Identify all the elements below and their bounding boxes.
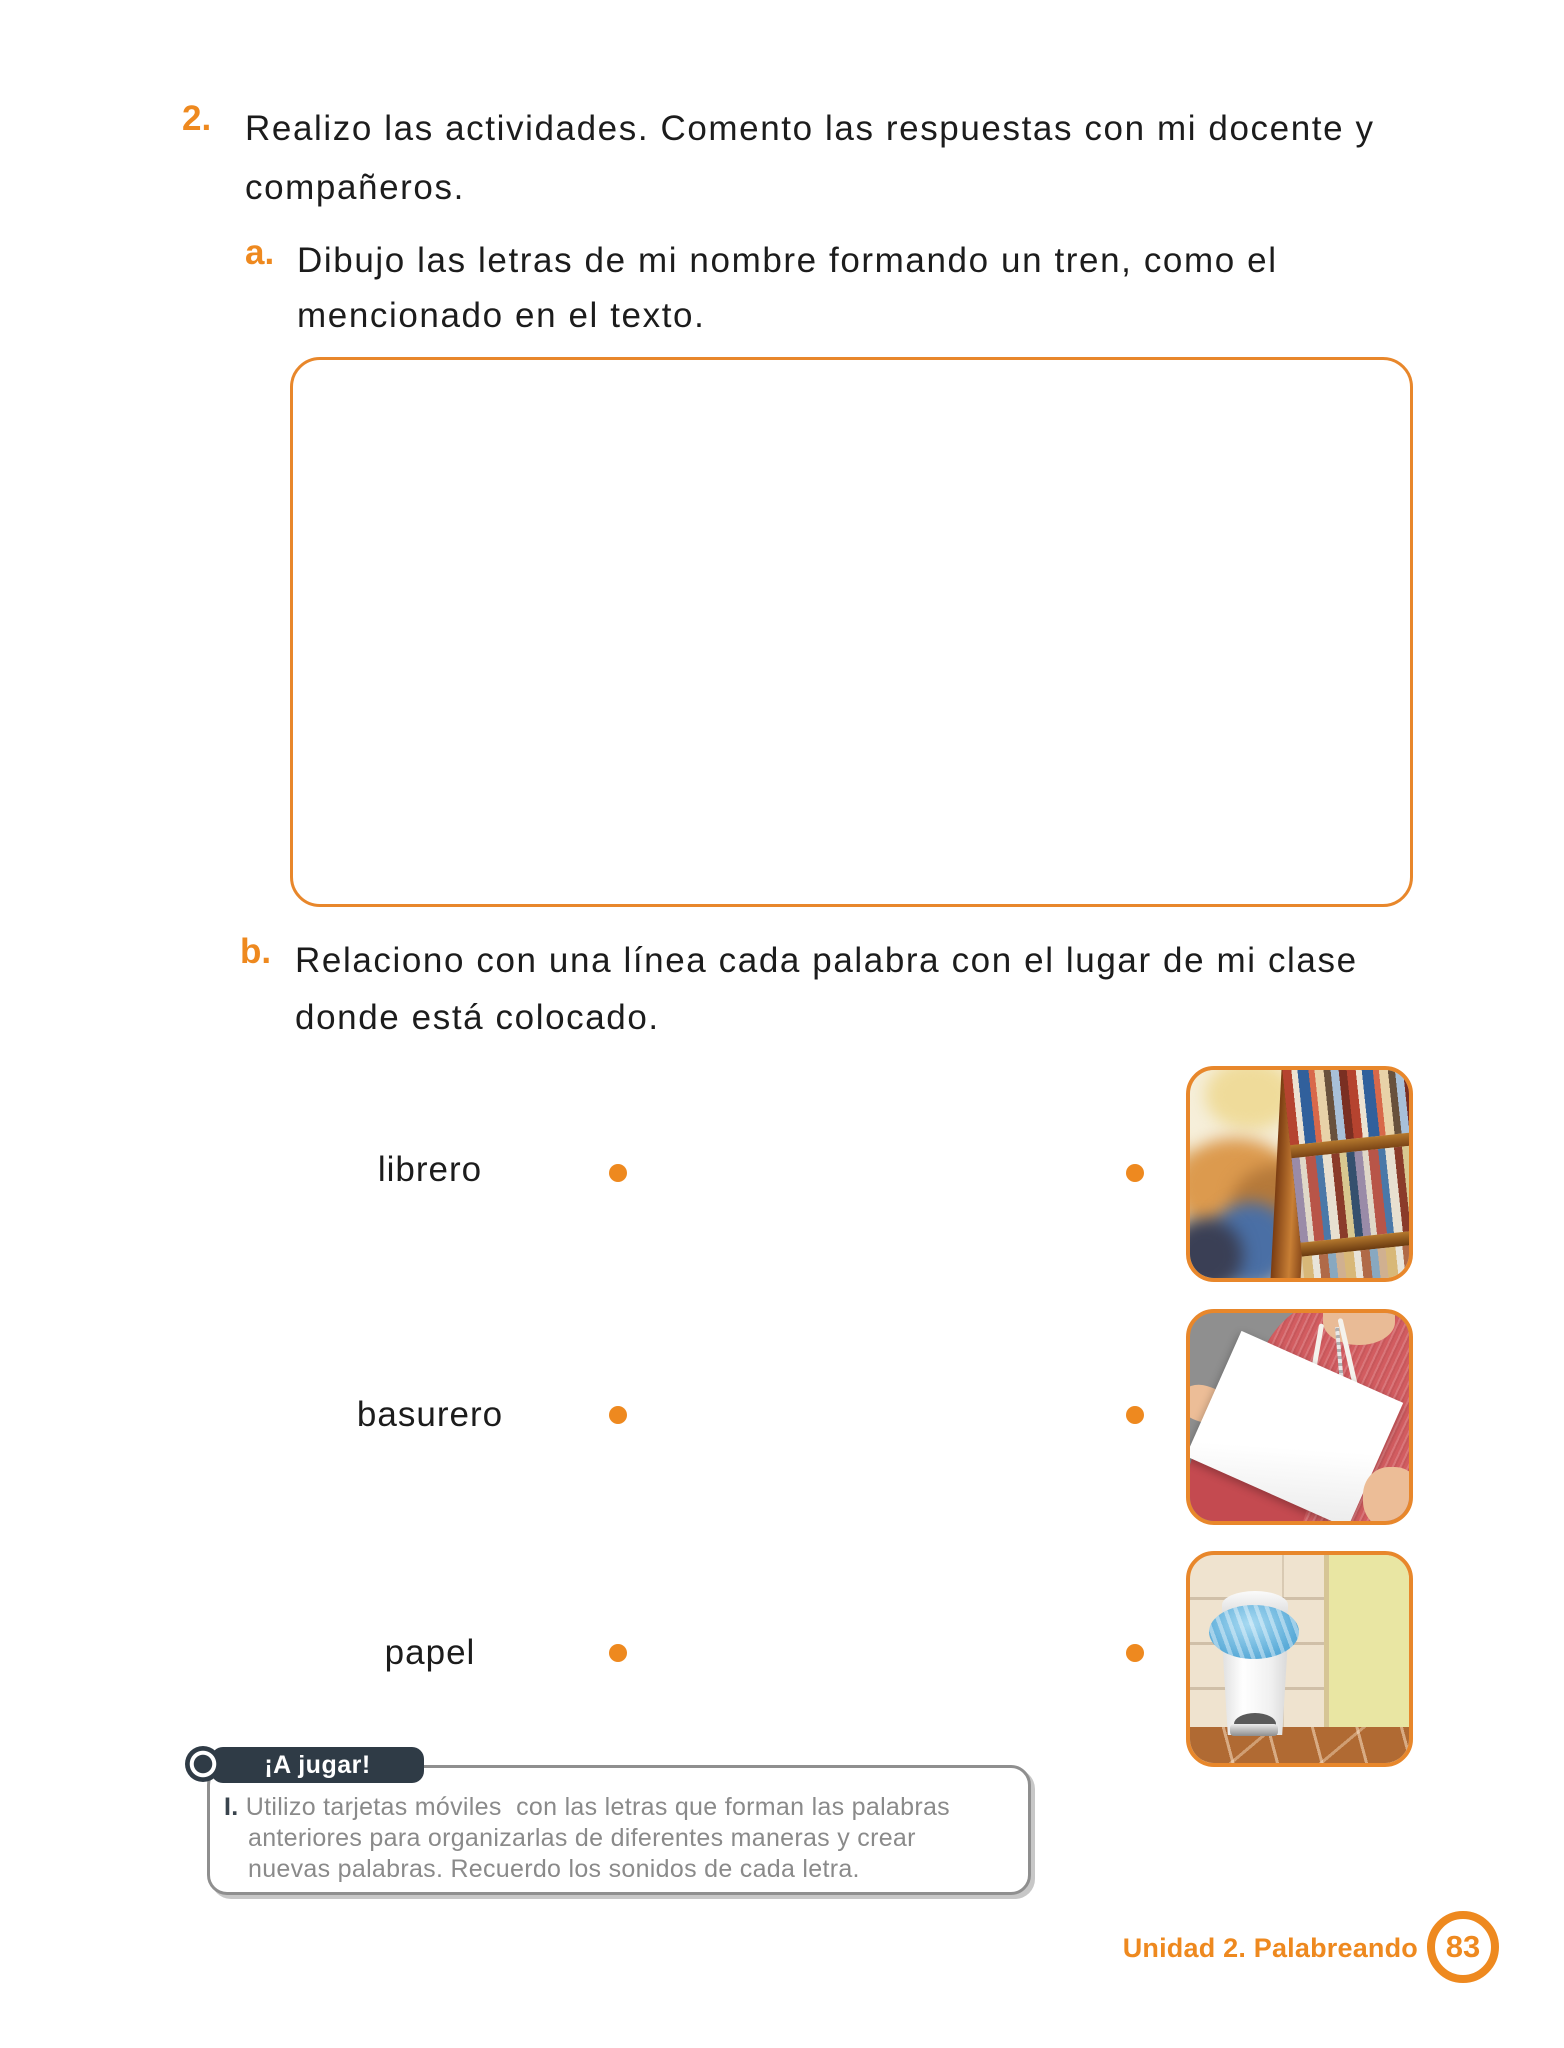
- target-icon: [185, 1746, 221, 1782]
- unit-footer-label: Unidad 2. Palabreando: [1122, 1933, 1418, 1963]
- activity-text-line1: Realizo las actividades. Comento las respuestas con mi docente y: [245, 109, 1375, 148]
- tile-floor: [1190, 1727, 1409, 1763]
- word-dot-basurero[interactable]: [609, 1406, 627, 1424]
- task-b-text-line2: donde está colocado.: [295, 998, 660, 1037]
- picture-trash-can: [1186, 1551, 1413, 1767]
- drawing-area[interactable]: [290, 357, 1413, 907]
- picture-dot-bookshelf[interactable]: [1126, 1164, 1144, 1182]
- yellow-wall: [1324, 1555, 1409, 1727]
- activity-number: 2.: [182, 99, 212, 138]
- picture-library-bookshelf: [1186, 1066, 1413, 1282]
- picture-dot-paper[interactable]: [1126, 1406, 1144, 1424]
- play-line1-text: Utilizo tarjetas móviles con las letras que forman las palabras: [245, 1793, 950, 1821]
- task-a: [245, 233, 1278, 343]
- page-number-badge: [1427, 1911, 1499, 1983]
- play-roman-numeral: I.: [224, 1793, 239, 1821]
- task-b-text-line1: Relaciono con una línea cada palabra con el lugar de mi clase: [295, 941, 1358, 980]
- right-hand: [1363, 1467, 1413, 1525]
- match-word-papel: papel: [384, 1633, 476, 1672]
- word-dot-papel[interactable]: [609, 1644, 627, 1662]
- book-row-middle: [1292, 1143, 1413, 1243]
- task-b: [240, 932, 1358, 1046]
- page-number: 83: [1445, 1929, 1481, 1964]
- task-a-text-line1: Dibujo las letras de mi nombre formando un tren, como el: [297, 241, 1278, 280]
- play-badge: ¡A jugar!: [211, 1747, 424, 1783]
- match-word-basurero: basurero: [356, 1395, 504, 1434]
- play-line3: nuevas palabras. Recuerdo los sonidos de cada letra.: [248, 1855, 860, 1883]
- task-a-text-line2: mencionado en el texto.: [297, 296, 706, 335]
- picture-dot-trashcan[interactable]: [1126, 1644, 1144, 1662]
- activity-2: [182, 99, 1375, 217]
- blue-trash-bag: [1209, 1605, 1299, 1659]
- play-line2: anteriores para organizarlas de diferentes maneras y crear: [248, 1824, 916, 1852]
- word-dot-librero[interactable]: [609, 1164, 627, 1182]
- task-b-letter: b.: [240, 932, 272, 971]
- match-word-librero: librero: [377, 1150, 483, 1189]
- bookshelf-books: [1282, 1066, 1413, 1282]
- activity-text-line2: compañeros.: [245, 168, 465, 207]
- play-line1: [224, 1792, 1012, 1823]
- picture-student-holding-paper: [1186, 1309, 1413, 1525]
- task-a-letter: a.: [245, 233, 275, 272]
- play-instruction-box: [207, 1765, 1031, 1895]
- trash-pedal: [1230, 1724, 1278, 1736]
